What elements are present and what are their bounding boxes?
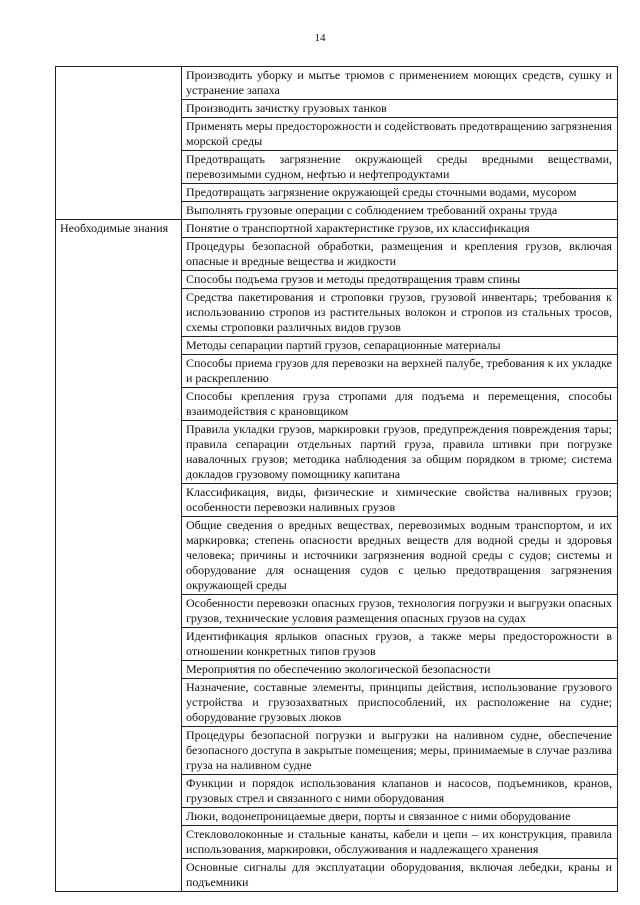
requirement-cell: Понятие о транспортной характеристике грузов, их классификация xyxy=(182,220,618,238)
requirement-cell: Способы подъема грузов и методы предотвращения травм спины xyxy=(182,271,618,289)
requirement-cell: Мероприятия по обеспечению экологической безопасности xyxy=(182,661,618,679)
requirement-cell: Назначение, составные элементы, принципы действия, использование грузового устройства и грузозахватных приспособлений, их расположение на судне; оборудование грузовых люков xyxy=(182,679,618,727)
table-row xyxy=(56,67,618,100)
requirement-cell: Основные сигналы для эксплуатации оборудования, включая лебедки, краны и подъемники xyxy=(182,859,618,892)
requirement-cell: Правила укладки грузов, маркировки грузов, предупреждения повреждения тары; правила сепарации отдельных партий груза, правила штивки при погрузке навалочных грузов; методика наблюдения за общим порядком в трюме; система докладов грузовому помощнику капитана xyxy=(182,421,618,484)
requirement-cell: Процедуры безопасной обработки, размещения и крепления грузов, включая опасные и вредные вещества и жидкости xyxy=(182,238,618,271)
requirement-cell: Особенности перевозки опасных грузов, технология погрузки и выгрузки опасных грузов, технические условия размещения опасных грузов на судах xyxy=(182,595,618,628)
category-cell: Необходимые знания xyxy=(56,220,182,892)
category-cell xyxy=(56,67,182,220)
requirement-cell: Стекловолоконные и стальные канаты, кабели и цепи – их конструкция, правила использования, маркировки, обслуживания и надлежащего хранения xyxy=(182,826,618,859)
requirements-table-body xyxy=(56,67,618,892)
requirement-cell: Предотвращать загрязнение окружающей среды сточными водами, мусором xyxy=(182,184,618,202)
table-row xyxy=(56,220,618,238)
requirement-cell: Выполнять грузовые операции с соблюдением требований охраны труда xyxy=(182,202,618,220)
requirement-cell: Производить уборку и мытье трюмов с применением моющих средств, сушку и устранение запаха xyxy=(182,67,618,100)
requirement-cell: Общие сведения о вредных веществах, перевозимых водным транспортом, и их маркировка; степень опасности вредных веществ для водной среды и здоровья человека; причины и источники загрязнения водной среды с судов; системы и оборудование для оснащения судов с целью предотвращения загрязнения окружающей среды xyxy=(182,517,618,595)
requirement-cell: Средства пакетирования и строповки грузов, грузовой инвентарь; требования к использованию стропов из растительных волокон и стропов из стальных тросов, схемы строповки различных видов грузов xyxy=(182,289,618,337)
requirement-cell: Способы приема грузов для перевозки на верхней палубе, требования к их укладке и раскреплению xyxy=(182,355,618,388)
requirement-cell: Производить зачистку грузовых танков xyxy=(182,100,618,118)
page-number: 14 xyxy=(314,32,326,44)
requirement-cell: Классификация, виды, физические и химические свойства наливных грузов; особенности перевозки наливных грузов xyxy=(182,484,618,517)
requirement-cell: Функции и порядок использования клапанов и насосов, подъемников, кранов, грузовых стрел и связанного с ними оборудования xyxy=(182,775,618,808)
requirement-cell: Процедуры безопасной погрузки и выгрузки на наливном судне, обеспечение безопасного доступа в закрытые помещения; меры, принимаемые в случае разлива груза на наливном судне xyxy=(182,727,618,775)
requirements-table xyxy=(55,66,618,892)
requirement-cell: Идентификация ярлыков опасных грузов, а также меры предосторожности в отношении конкретных типов грузов xyxy=(182,628,618,661)
requirement-cell: Способы крепления груза стропами для подъема и перемещения, способы взаимодействия с крановщиком xyxy=(182,388,618,421)
requirement-cell: Применять меры предосторожности и содействовать предотвращению загрязнения морской среды xyxy=(182,118,618,151)
requirement-cell: Люки, водонепроницаемые двери, порты и связанное с ними оборудование xyxy=(182,808,618,826)
requirement-cell: Предотвращать загрязнение окружающей среды вредными веществами, перевозимыми судном, нефтью и нефтепродуктами xyxy=(182,151,618,184)
requirement-cell: Методы сепарации партий грузов, сепарационные материалы xyxy=(182,337,618,355)
